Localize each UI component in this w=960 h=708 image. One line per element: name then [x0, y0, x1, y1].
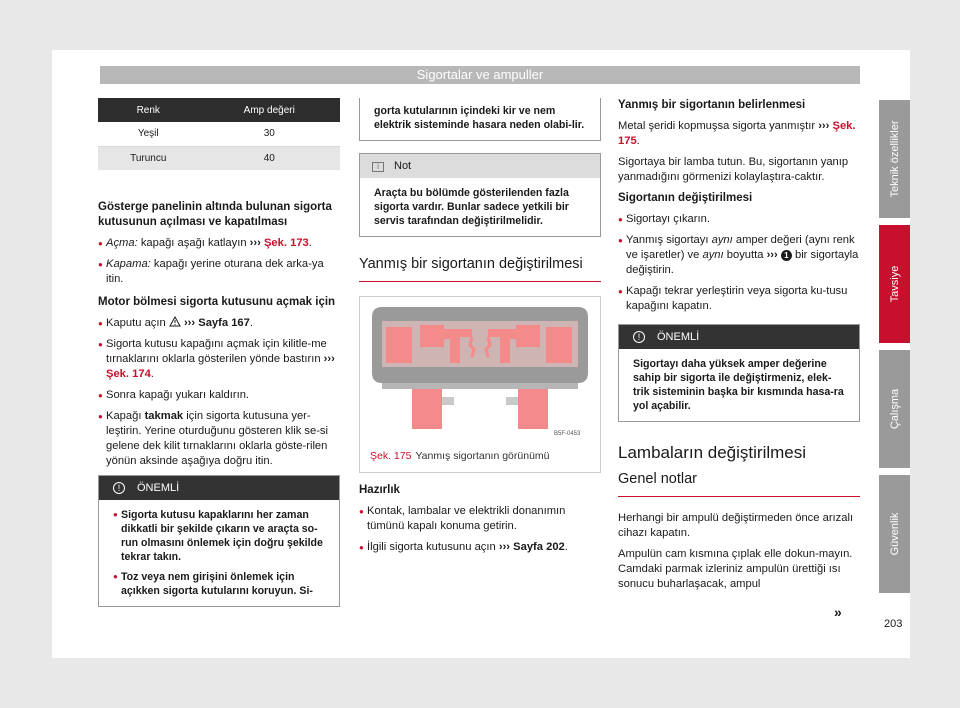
table-cell: 30 [199, 122, 341, 146]
ref-arrow: ››› [498, 541, 511, 553]
table-cell: Turuncu [98, 146, 199, 170]
column-3 [618, 98, 860, 598]
important-box-body: gorta kutularının içindeki kir ve nem elektrik sisteminde hasara neden olabi-lir. [374, 105, 585, 131]
list-item: ● Sigortayı çıkarın. [618, 212, 860, 227]
blown-fuse-image [360, 297, 600, 445]
tab-label: Güvenlik [888, 512, 901, 556]
table-header: Renk [98, 98, 199, 122]
callout-1-icon: 1 [781, 250, 792, 261]
section-title: Genel notlar [618, 470, 860, 497]
text: Kaputu açın [106, 317, 169, 329]
tab-label: Çalışma [888, 388, 901, 430]
list-item: ● Sigorta kutusu kapağını açmak için kilitle-me tırnaklarını oklarla gösterilen yönde bastırın ››› Şek. 174. [98, 337, 340, 382]
important-box [98, 475, 340, 607]
heading-identify-fuse: Yanmış bir sigortanın belirlenmesi [618, 99, 806, 111]
heading-replace-fuse: Sigortanın değiştirilmesi [618, 192, 753, 204]
page-number: 203 [884, 618, 903, 630]
figure-link[interactable]: Şek. 174 [106, 368, 151, 380]
side-tabs [879, 100, 910, 600]
column-1 [98, 98, 340, 607]
figure-code: B5F-0453 [554, 431, 581, 437]
ref-arrow: ››› [183, 317, 196, 329]
emphasis: aynı [702, 249, 724, 261]
text: Metal şeridi kopmuşsa sigorta yanmıştır [618, 120, 819, 132]
paragraph: Herhangi bir ampulü değiştirmeden önce arızalı cihazı kapatın. [618, 512, 854, 539]
heading-preparation: Hazırlık [359, 484, 400, 496]
emphasis: aynı [711, 234, 733, 246]
text: amper değeri (aynı renk ve işaretler) ve [626, 234, 855, 261]
text: boyutta [723, 249, 767, 261]
fuse-illustration [360, 297, 600, 445]
list-item [98, 409, 340, 469]
text: için sigorta kutusuna yer-leştirin. Yerine oturduğunu gösteren klik se-si gelene dek kilit tırnaklarını oklarla göste-rilen yönün aksinde aşağıya doğru itin. [106, 410, 329, 467]
table-cell: 40 [199, 146, 341, 170]
table-header: Amp değeri [199, 98, 341, 122]
chapter-title: Lambaların değiştirilmesi [618, 443, 807, 462]
paragraph: Metal şeridi kopmuşsa sigorta yanmıştır ››› Şek. 175. [618, 120, 856, 147]
text: kapağı aşağı katlayın [137, 237, 250, 249]
table-row [98, 122, 340, 146]
tab-teknik-ozellikler[interactable] [879, 100, 910, 218]
list-item [98, 257, 340, 287]
exclamation-icon: ! [113, 482, 125, 494]
continue-arrow-icon: » [834, 604, 842, 620]
section-title: Yanmış bir sigortanın değiştirilmesi [359, 255, 601, 282]
important-title: ÖNEMLİ [137, 482, 180, 494]
list-item: ● Sigorta kutusu kapaklarını her zaman dikkatli bir şekilde çıkarın ve araçta so-run olmasını önlemek için doğru şekilde tekrar takın. [113, 508, 325, 564]
list-item: ● Açma: kapağı aşağı katlayın ››› Şek. 173. [98, 236, 340, 251]
label-open: Açma: [106, 237, 138, 249]
tab-calisma[interactable] [879, 350, 910, 468]
important-title: ÖNEMLİ [657, 331, 700, 343]
caption-text: Yanmış sigortanın görünümü [415, 450, 550, 462]
important-box-continued [359, 98, 601, 141]
text: Yanmış sigortayı [626, 234, 712, 246]
text: kapağı yerine oturana dek arka-ya itin. [106, 258, 324, 285]
figure-label: Şek. 175 [370, 450, 412, 462]
important-box-body [99, 500, 339, 606]
important-box-header [619, 325, 859, 349]
exclamation-icon: ! [633, 331, 645, 343]
note-box [359, 153, 601, 237]
page-link[interactable]: Sayfa 202 [513, 541, 565, 553]
table-row [98, 146, 340, 170]
tab-label: Tavsiye [888, 265, 901, 303]
info-icon: i [372, 162, 384, 172]
text: Kapağı [106, 410, 145, 422]
page-header: Sigortalar ve ampuller [100, 66, 860, 84]
list-item: ● Kapağı tekrar yerleştirin veya sigorta ku-tusu kapağını kapatın. [618, 284, 860, 314]
important-box [618, 324, 860, 422]
ref-arrow: ››› [323, 353, 335, 365]
list-item: ● Kontak, lambalar ve elektrikli donanımın tümünü kapalı konuma getirin. [359, 504, 601, 534]
column-2 [359, 98, 601, 561]
paragraph: Sigortaya bir lamba tutun. Bu, sigortanın yanıp yanmadığını görmenizi kolaylaştıra-caktır. [618, 156, 849, 183]
text: bir sigortayla değiştirin. [626, 249, 859, 276]
tab-tavsiye[interactable] [879, 225, 910, 343]
figure-caption [360, 445, 600, 472]
note-box-body: Araçta bu bölümde gösterilenden fazla sigorta vardır. Bunlar sadece yetkili bir servis tarafından değiştirilmelidir. [374, 187, 569, 227]
ref-arrow: ››› [249, 237, 261, 249]
important-box-header [99, 476, 339, 500]
list-item [618, 233, 860, 278]
page-link[interactable]: Sayfa 167 [198, 317, 250, 329]
ref-arrow: ››› [818, 120, 830, 132]
fuse-color-table [98, 98, 340, 170]
note-box-header [360, 154, 600, 178]
text: Sigorta kutusu kapağını açmak için kilitle-me tırnaklarını oklarla gösterilen yönde bastırın [106, 338, 327, 365]
paragraph: Ampulün cam kısmına çıplak elle dokun-mayın. Camdaki parmak izleriniz ampulün ürettiği ısı sonucu buharlaşacak, ampul [618, 548, 853, 590]
figure-link[interactable]: Şek. 173 [263, 237, 309, 249]
table-cell: Yeşil [98, 122, 199, 146]
list-item: ● Sonra kapağı yukarı kaldırın. [98, 388, 340, 403]
warning-triangle-icon [169, 316, 181, 327]
list-item: ● İlgili sigorta kutusunu açın ››› Sayfa 202. [359, 540, 601, 555]
heading-engine-fusebox: Motor bölmesi sigorta kutusunu açmak için [98, 296, 336, 308]
note-title: Not [394, 160, 412, 172]
important-box-body: Sigortayı daha yüksek amper değerine sahip bir sigorta ile değiştirmeniz, elek-trik sisteminin başka bir kısmında hasa-ra yol açabilir. [633, 358, 844, 412]
bold-term: takmak [144, 410, 184, 422]
tab-guvenlik[interactable] [879, 475, 910, 593]
heading-open-dash-fusebox: Gösterge panelinin altında bulunan sigorta kutusunun açılması ve kapatılması [98, 201, 332, 228]
tab-label: Teknik özellikler [888, 120, 901, 198]
label-close: Kapama: [106, 258, 151, 270]
ref-arrow: ››› [766, 249, 778, 261]
figure-175 [359, 296, 601, 473]
text: İlgili sigorta kutusunu açın [367, 541, 499, 553]
list-item: ● Kaputu açın ››› Sayfa 167. [98, 316, 340, 331]
list-item: ● Toz veya nem girişini önlemek için açıkken sigorta kutularını koruyun. Si- [113, 570, 325, 598]
figure-link[interactable]: Şek. 175 [618, 120, 856, 147]
